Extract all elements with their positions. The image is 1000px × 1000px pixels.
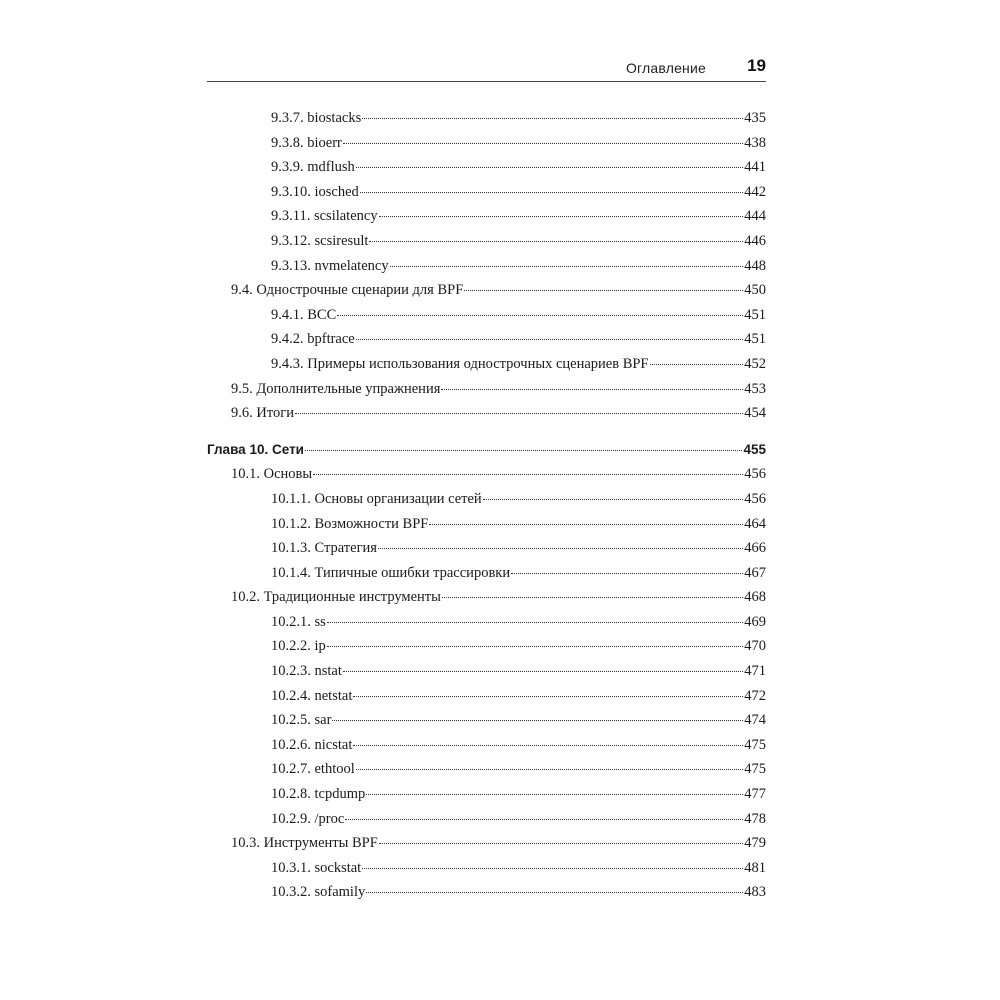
toc-entry-label: Итоги [256,405,294,422]
toc-entry-title [271,737,352,754]
toc-entry-number: 9.4.2. [271,331,304,348]
toc-entry-title [271,540,377,557]
toc-entry [207,381,766,406]
toc-entry-label: bioerr [307,134,342,151]
toc-entry-label: ss [314,613,326,630]
dot-leader [353,745,743,746]
toc-entry-number: 10.2.1. [271,613,311,630]
toc-entry [207,712,766,737]
toc-entry-page: 451 [744,306,766,323]
toc-entry-label: nstat [314,663,342,680]
toc-entry [207,184,766,209]
dot-leader [366,794,743,795]
dot-leader [327,622,743,623]
toc-entry-page: 453 [744,380,766,397]
toc-entry [207,356,766,381]
toc-entry [207,565,766,590]
toc-entry [207,258,766,283]
toc-entry [207,786,766,811]
dot-leader [305,450,742,451]
toc-entry-label: nvmelatency [314,257,389,274]
toc-entry-number: 10.2. [231,589,260,606]
dot-leader [343,143,743,144]
toc-entry-label: Однострочные сценарии для BPF [256,282,464,299]
toc-entry-number: 10.2.4. [271,687,311,704]
running-head-title: Оглавление [625,60,706,76]
toc-entry [207,663,766,688]
dot-leader [464,290,743,291]
toc-entry [207,331,766,356]
toc-entry-number: 10.2.8. [271,786,311,803]
toc-entry-number: Глава 10. [207,441,269,457]
toc-entry-title [271,159,355,176]
toc-entry-number: 9.3.10. [271,183,311,200]
toc-entry-title [271,331,355,348]
toc-entry-number: 9.3.9. [271,159,304,176]
toc-entry-label: ip [314,638,326,655]
toc-entry-label: biostacks [307,110,362,126]
toc-entry-page: 471 [744,663,766,680]
toc-entry [207,307,766,332]
toc-entry [207,835,766,860]
dot-leader [356,167,743,168]
dot-leader [332,720,743,721]
toc-entry-title [271,860,361,877]
toc-entry-page: 438 [744,134,766,151]
dot-leader [343,671,743,672]
dot-leader [362,118,743,119]
dot-leader [390,266,744,267]
toc-entry-label: Основы [263,466,313,483]
toc-entry-page: 474 [744,712,766,729]
toc-entry-label: Примеры использования однострочных сценариев BPF [307,355,649,372]
toc-entry-label: Основы организации сетей [314,490,482,507]
toc-entry-page: 467 [744,564,766,581]
toc-entry [207,466,766,491]
dot-leader [378,548,743,549]
toc-entry-title [271,565,510,582]
toc-entry-label: Традиционные инструменты [263,589,441,606]
toc-entry-page: 451 [744,331,766,348]
dot-leader [483,499,744,500]
toc-entry-label: Сети [271,441,304,457]
dot-leader [442,597,743,598]
toc-entry-label: sofamily [314,884,366,901]
toc-entry-title [271,614,326,631]
toc-entry [207,110,766,135]
toc-entry-title [271,208,378,225]
toc-entry-page: 475 [744,736,766,753]
toc-entry-title [271,712,331,729]
toc-entry-number: 10.2.7. [271,761,311,778]
running-head [207,56,766,82]
toc-entry [207,688,766,713]
toc-entry-page: 441 [744,159,766,176]
dot-leader [345,819,743,820]
toc-entry [207,884,766,909]
toc-entry-label: Дополнительные упражнения [256,380,441,397]
toc-entry [207,638,766,663]
toc-entry-label: ethtool [314,761,355,778]
toc-entry [207,491,766,516]
dot-leader [369,241,743,242]
toc-entry-number: 10.2.5. [271,712,311,729]
toc-entry-page: 452 [744,355,766,372]
toc-entry-title [207,442,304,457]
toc-entry-label: iosched [314,183,359,200]
toc-entry-label: Типичные ошибки трассировки [314,564,511,581]
toc-entry-page: 442 [744,183,766,200]
toc-entry-number: 9.6. [231,405,253,422]
toc-entry-title [231,405,294,422]
toc-entry-title [271,135,342,152]
toc-entry-label: tcpdump [314,786,366,803]
toc-entry-number: 9.3.8. [271,134,304,151]
toc-entry [207,540,766,565]
toc-entry-title [271,688,352,705]
toc-entry-page: 477 [744,786,766,803]
toc-entry-number: 10.1.1. [271,490,311,507]
toc-entry-label: /proc [314,810,345,827]
toc-entry-title [271,110,361,127]
toc-entry-number: 10.1.4. [271,564,311,581]
toc-entry-title [271,786,365,803]
dot-leader [650,364,744,365]
toc-entry-page: 464 [744,515,766,532]
toc-entry-page: 456 [744,490,766,507]
toc-entry-number: 10.2.2. [271,638,311,655]
table-of-contents [207,110,766,909]
toc-entry-label: Стратегия [314,540,377,557]
toc-entry-page: 483 [744,884,766,901]
toc-entry [207,135,766,160]
toc-entry-title [271,761,355,778]
toc-entry-title [271,638,326,655]
toc-entry-title [231,835,378,852]
toc-entry [207,761,766,786]
toc-entry-page: 470 [744,638,766,655]
dot-leader [360,192,743,193]
toc-entry-page: 456 [744,466,766,483]
toc-entry-number: 10.2.6. [271,736,311,753]
toc-entry-page: 444 [744,208,766,225]
dot-leader [353,696,743,697]
dot-leader [511,573,743,574]
toc-chapter-entry [207,442,766,467]
toc-entry-page: 469 [744,613,766,630]
toc-entry [207,589,766,614]
dot-leader [327,646,743,647]
toc-entry-label: mdflush [307,159,355,176]
toc-entry-page: 454 [744,405,766,422]
toc-entry-number: 9.3.13. [271,257,311,274]
toc-entry-number: 9.4.3. [271,355,304,372]
dot-leader [366,892,743,893]
toc-entry-label: scsiresult [314,232,369,249]
dot-leader [337,315,743,316]
toc-entry-page: 446 [744,232,766,249]
toc-entry-title [231,282,463,299]
toc-entry-title [271,663,342,680]
toc-entry-label: netstat [314,687,353,704]
toc-entry-number: 10.1.2. [271,515,311,532]
dot-leader [295,413,743,414]
toc-entry-title [271,491,482,508]
toc-entry [207,405,766,430]
toc-entry-number: 9.3.7. [271,110,304,126]
toc-entry-page: 455 [743,441,766,457]
header-rule [207,81,766,82]
toc-entry-page: 478 [744,810,766,827]
toc-entry-label: sar [314,712,332,729]
toc-entry-number: 9.5. [231,380,253,397]
dot-leader [441,389,743,390]
toc-entry [207,614,766,639]
toc-entry-number: 9.4. [231,282,253,299]
toc-entry-page: 448 [744,257,766,274]
toc-entry [207,516,766,541]
toc-entry-title [231,381,440,398]
toc-entry-page: 481 [744,859,766,876]
dot-leader [313,474,743,475]
toc-entry-number: 9.3.12. [271,232,311,249]
toc-entry-number: 10.3.1. [271,859,311,876]
toc-entry-label: Возможности BPF [314,515,429,532]
dot-leader [356,339,744,340]
toc-entry-page: 479 [744,835,766,852]
toc-entry-label: scsilatency [313,208,378,225]
toc-entry-number: 9.3.11. [271,208,311,225]
toc-entry-label: BCC [307,306,337,323]
toc-entry [207,233,766,258]
toc-entry-title [271,811,344,828]
toc-entry-label: bpftrace [307,331,355,348]
toc-entry-number: 10.3. [231,835,260,852]
toc-entry-label: Инструменты BPF [263,835,378,852]
toc-entry-title [271,884,365,901]
toc-entry [207,282,766,307]
toc-entry-number: 10.1. [231,466,260,483]
page-number: 19 [747,56,766,75]
toc-entry-title [271,258,389,275]
toc-entry-page: 450 [744,282,766,299]
toc-entry-number: 10.2.3. [271,663,311,680]
toc-entry [207,159,766,184]
dot-leader [362,868,743,869]
toc-entry-page: 472 [744,687,766,704]
toc-entry-number: 10.3.2. [271,884,311,901]
toc-entry-page: 475 [744,761,766,778]
toc-entry-title [271,233,368,250]
toc-entry-number: 9.4.1. [271,306,304,323]
toc-entry-page: 435 [744,110,766,126]
toc-entry-title [271,516,428,533]
dot-leader [429,524,743,525]
toc-entry [207,860,766,885]
toc-entry-title [271,184,359,201]
toc-entry [207,208,766,233]
dot-leader [379,843,743,844]
toc-entry-page: 466 [744,540,766,557]
dot-leader [379,216,744,217]
toc-entry [207,811,766,836]
toc-entry-number: 10.2.9. [271,810,311,827]
toc-entry-label: nicstat [314,736,353,753]
toc-entry-title [231,466,312,483]
toc-entry-number: 10.1.3. [271,540,311,557]
toc-entry [207,737,766,762]
toc-entry-title [231,589,441,606]
dot-leader [356,769,743,770]
toc-entry-title [271,307,336,324]
toc-entry-page: 468 [744,589,766,606]
toc-entry-title [271,356,649,373]
toc-entry-label: sockstat [314,859,362,876]
